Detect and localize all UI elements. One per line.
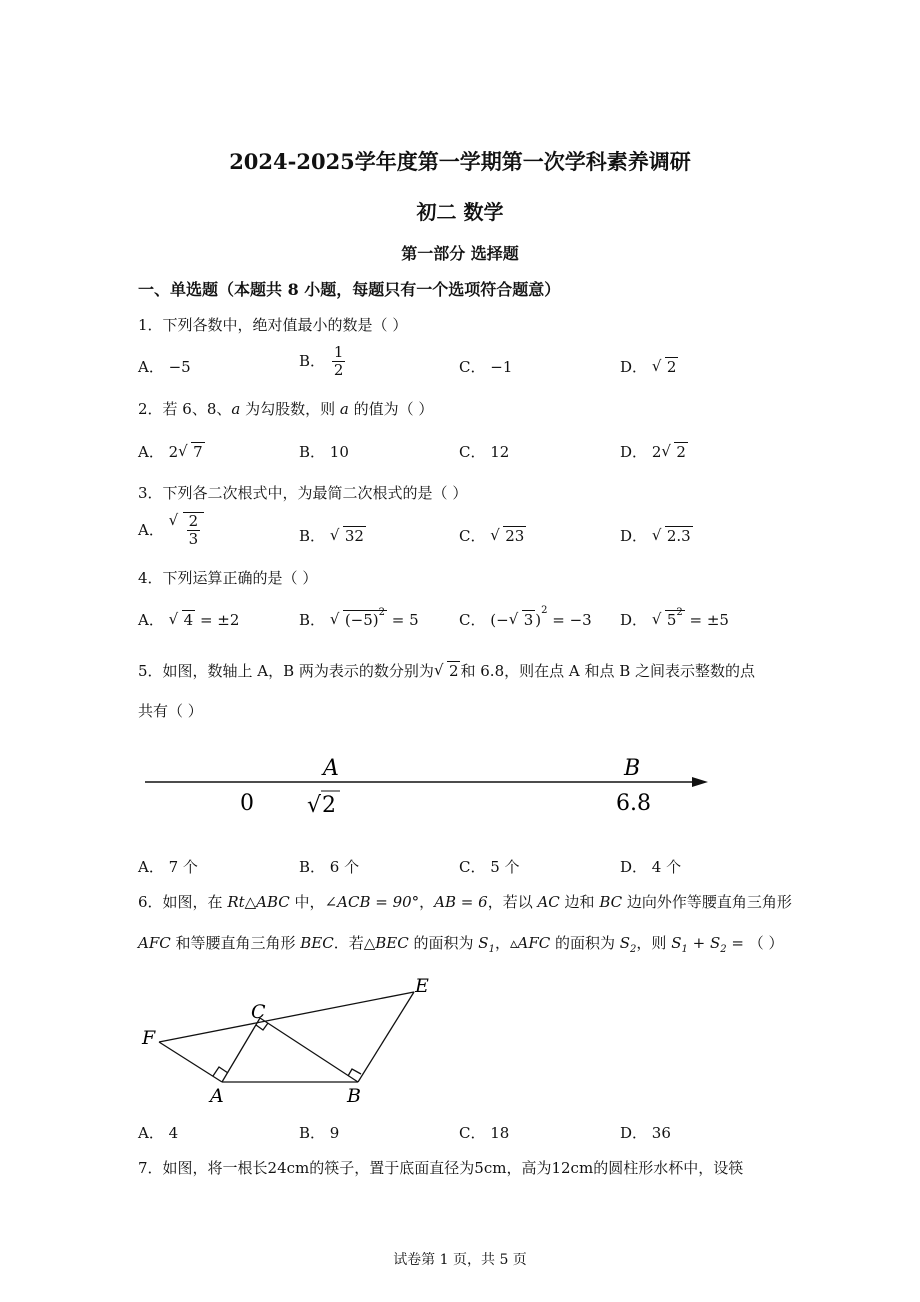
triangle-figure — [138, 970, 448, 1110]
q2-option-d — [620, 441, 688, 462]
vertex-label-b: B — [347, 1085, 361, 1107]
q6-sum-s1-letter: S — [671, 934, 682, 952]
q4-d-exponent: 2 — [676, 607, 683, 618]
q5-option-b: B． 6 个 — [299, 858, 360, 876]
q4-c-exponent: 2 — [541, 605, 548, 616]
q1-b-denominator: 2 — [333, 361, 344, 380]
q5-stem-sqrt — [434, 662, 461, 680]
q6-part4: 边和 — [559, 893, 600, 911]
q3-a-radicand — [183, 512, 205, 549]
number-line-label-b: B — [624, 756, 641, 781]
question-2-stem — [138, 398, 433, 419]
question-6-stem-line1 — [138, 891, 792, 912]
q7-part3: ，高为 — [506, 1159, 552, 1177]
q6-afc: AFC — [138, 934, 171, 952]
q3-c-sqrt — [490, 527, 526, 545]
number-line-tick-6-8: 6.8 — [616, 791, 651, 816]
q6-option-b: B． 9 — [299, 1124, 340, 1142]
q4-d-label: D． — [620, 611, 648, 629]
q4-d-rhs: = ±5 — [684, 611, 729, 629]
q1-option-b-label: B． — [299, 351, 326, 370]
q6-l2-part3: 的面积为 — [408, 934, 479, 952]
vertex-label-f: F — [142, 1027, 156, 1049]
q4-option-c — [459, 605, 592, 630]
q4-b-radicand — [343, 607, 387, 629]
q4-b-sqrt — [330, 607, 387, 629]
q6-tri-bec: △BEC — [363, 934, 409, 952]
q2-a-coef: 2 — [168, 443, 179, 461]
question-3-stem: 3．下列各二次根式中，为最简二次根式的是（ ） — [138, 484, 468, 502]
q4-c-close: ) — [535, 611, 542, 629]
q4-c-sqrt — [509, 611, 536, 629]
q6-s2-sub: 2 — [630, 944, 637, 955]
q6-part3: ，若以 — [487, 893, 538, 911]
number-line-tick-sqrt2: 2 — [322, 793, 336, 818]
q4-option-a — [138, 609, 239, 630]
q6-bec: BEC — [300, 934, 334, 952]
q6-tri-afc: ▵AFC — [509, 934, 551, 952]
number-line-figure — [140, 752, 720, 824]
segment-fe — [159, 992, 414, 1042]
q2-stem-part2: 为勾股数，则 — [240, 400, 340, 418]
q2-var-a: a — [231, 400, 241, 418]
q3-d-label: D． — [620, 527, 648, 545]
q6-l2-part4: ， — [494, 934, 510, 952]
q7-part2: 的筷子，置于底面直径为 — [309, 1159, 475, 1177]
q3-a-fraction — [187, 513, 201, 549]
q6-ac: AC — [537, 893, 560, 911]
page-footer: 试卷第 1 页，共 5 页 — [393, 1252, 527, 1268]
q6-option-d: D． 36 — [620, 1124, 671, 1142]
q6-plus: + — [687, 934, 710, 952]
q6-s1 — [478, 934, 495, 955]
q3-a-denominator: 3 — [188, 530, 199, 549]
q6-l2-part6: ，则 — [636, 934, 672, 952]
q3-c-radicand: 23 — [505, 527, 525, 545]
segment-cb — [260, 1018, 358, 1082]
segment-be — [358, 992, 414, 1082]
q6-s1-sub: 1 — [488, 944, 495, 955]
q6-l2-part1: 和等腰直角三角形 — [170, 934, 301, 952]
q6-sum-s1 — [671, 934, 688, 955]
q3-a-sqrt — [169, 512, 205, 549]
q6-s2-letter: S — [619, 934, 631, 952]
q3-d-sqrt — [652, 527, 693, 545]
q6-l2-part2: ．若 — [333, 934, 364, 952]
q4-option-d — [620, 609, 729, 630]
q5-option-a: A． 7 个 — [138, 858, 198, 876]
q4-b-label: B． — [299, 611, 326, 629]
q4-b-base: (−5) — [344, 611, 379, 629]
number-line-tick-0: 0 — [240, 791, 254, 816]
q6-s1-letter: S — [478, 934, 489, 952]
q4-d-radicand — [665, 607, 685, 629]
exam-title: 2024-2025学年度第一学期第一次学科素养调研 — [229, 149, 691, 174]
q2-var-a-2: a — [339, 400, 349, 418]
q5-stem-part2: 和 6.8，则在点 A 和点 B 之间表示整数的点 — [460, 662, 756, 680]
q3-a-numerator: √ 2 — [188, 512, 199, 530]
q6-cond-ab: AB = 6 — [434, 893, 488, 911]
q6-option-a: A． 4 — [138, 1124, 179, 1142]
number-line-sqrt-sign: √ — [307, 793, 322, 818]
right-angle-mark-b — [348, 1069, 361, 1076]
q4-a-label: A． — [138, 611, 164, 629]
q2-d-label: D． — [620, 443, 648, 461]
q1-b-numerator: 1 — [333, 343, 344, 361]
q6-s2 — [619, 934, 637, 955]
question-7-stem — [138, 1157, 743, 1178]
q6-bc: BC — [599, 893, 623, 911]
q4-option-b — [299, 609, 419, 630]
q3-option-b — [299, 525, 366, 546]
q1-option-d-label: D． — [620, 358, 648, 376]
vertex-label-a: A — [210, 1085, 224, 1107]
q3-option-c — [459, 525, 526, 546]
q4-a-sqrt — [169, 611, 196, 629]
q5-stem-part1: 5．如图，数轴上 A，B 两为表示的数分别为 — [138, 662, 434, 680]
q3-b-sqrt — [330, 527, 366, 545]
q3-option-d — [620, 525, 693, 546]
q1-option-b — [299, 344, 347, 380]
q3-b-label: B． — [299, 527, 326, 545]
q6-cond-angle: ∠ACB = 90° — [324, 893, 420, 911]
vertex-label-c: C — [251, 1001, 266, 1023]
q7-part1: 7．如图，将一根长 — [138, 1159, 268, 1177]
q2-a-radicand: 7 — [193, 443, 203, 461]
right-angle-mark-c — [256, 1023, 268, 1030]
q4-b-exponent: 2 — [378, 607, 386, 618]
segment-fa — [159, 1042, 222, 1082]
number-line-arrow-icon — [692, 777, 708, 787]
q7-diameter: 5cm — [474, 1159, 507, 1177]
q1-option-a: A． −5 — [138, 358, 191, 376]
q2-d-coef: 2 — [651, 443, 662, 461]
q4-c-open: (− — [490, 611, 509, 629]
q6-l2-part5: 的面积为 — [550, 934, 620, 952]
question-1-stem: 1．下列各数中，绝对值最小的数是（ ） — [138, 316, 408, 334]
q1-d-sqrt — [652, 358, 679, 376]
q7-length: 24cm — [267, 1159, 310, 1177]
q2-a-sqrt — [178, 443, 205, 461]
q1-option-c: C． −1 — [459, 358, 513, 376]
q6-sum-s2 — [709, 934, 727, 955]
q4-d-sqrt — [652, 607, 685, 629]
q6-sum-s2-sub: 2 — [720, 944, 727, 955]
q3-option-a — [138, 512, 204, 549]
q2-a-label: A． — [138, 443, 164, 461]
q6-part1: 6．如图，在 — [138, 893, 228, 911]
q3-a-label: A． — [138, 520, 164, 539]
q5-stem-radicand: 2 — [448, 662, 459, 680]
q3-d-radicand: 2.3 — [666, 527, 691, 545]
q6-sum-s1-sub: 1 — [681, 944, 688, 955]
q7-part4: 的圆柱形水杯中，设筷 — [593, 1159, 744, 1177]
q6-comma: ， — [419, 893, 435, 911]
vertex-label-e: E — [415, 975, 429, 997]
q4-a-rhs: = ±2 — [195, 611, 240, 629]
q3-b-radicand: 32 — [344, 527, 364, 545]
q6-option-c: C． 18 — [459, 1124, 510, 1142]
part-heading: 第一部分 选择题 — [401, 244, 519, 263]
q6-part2: 中， — [289, 893, 325, 911]
number-line-label-a: A — [323, 756, 339, 781]
q4-d-base: 5 — [666, 611, 677, 629]
q4-a-radicand: 4 — [183, 611, 194, 629]
question-5-stem-line1 — [138, 660, 755, 681]
section-heading: 一、单选题（本题共 8 小题，每题只有一个选项符合题意） — [138, 280, 561, 299]
question-6-stem-line2 — [138, 932, 783, 953]
q5-option-d: D． 4 个 — [620, 858, 682, 876]
q4-b-rhs: = 5 — [387, 611, 419, 629]
q1-option-d — [620, 356, 678, 377]
q4-c-label: C． — [459, 611, 486, 629]
q2-d-radicand: 2 — [676, 443, 686, 461]
q6-l2-part7: = （ ） — [726, 934, 784, 952]
question-4-stem: 4．下列运算正确的是（ ） — [138, 569, 318, 587]
q4-c-radicand: 3 — [523, 611, 534, 629]
q6-rt-triangle: Rt△ABC — [227, 893, 290, 911]
q2-option-c: C． 12 — [459, 443, 510, 461]
q2-option-b: B． 10 — [299, 443, 349, 461]
q6-part5: 边向外作等腰直角三角形 — [622, 893, 792, 911]
q6-sum-s2-letter: S — [709, 934, 721, 952]
q7-height: 12cm — [551, 1159, 594, 1177]
q1-option-b-fraction — [332, 344, 346, 380]
q2-stem-part1: 2．若 6、8、 — [138, 400, 232, 418]
q2-d-sqrt — [661, 443, 688, 461]
exam-subject: 初二 数学 — [416, 200, 504, 224]
q3-c-label: C． — [459, 527, 486, 545]
q2-option-a — [138, 441, 205, 462]
q1-d-radicand: 2 — [666, 358, 677, 376]
q5-option-c: C． 5 个 — [459, 858, 520, 876]
question-5-stem-line2: 共有（ ） — [138, 702, 203, 720]
q2-stem-part3: 的值为（ ） — [348, 400, 434, 418]
q4-c-rhs: = −3 — [547, 611, 592, 629]
